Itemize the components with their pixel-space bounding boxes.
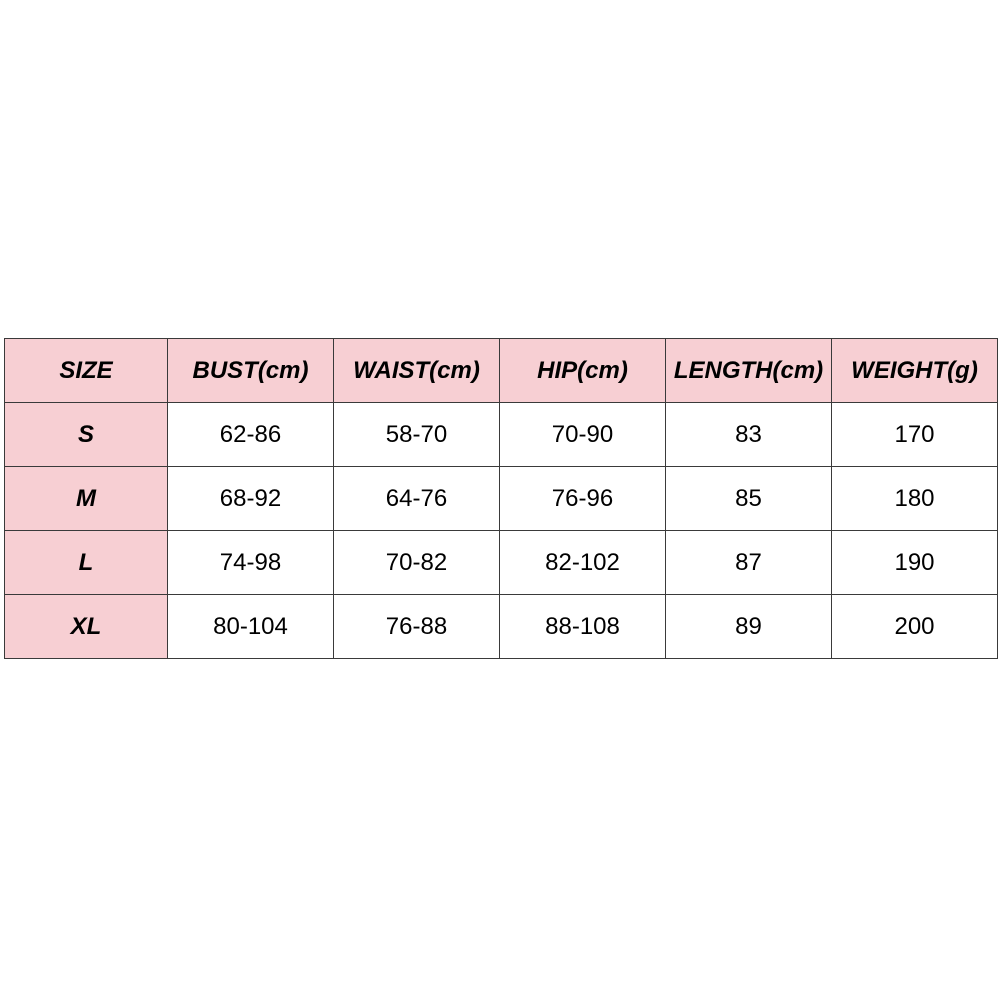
hip-cell: 76-96 (500, 467, 666, 531)
header-weight: WEIGHT(g) (832, 339, 998, 403)
header-size: SIZE (5, 339, 168, 403)
header-hip: HIP(cm) (500, 339, 666, 403)
table-row (5, 403, 998, 467)
waist-cell: 64-76 (334, 467, 500, 531)
weight-cell: 180 (832, 467, 998, 531)
length-cell: 87 (666, 531, 832, 595)
length-cell: 89 (666, 595, 832, 659)
weight-cell: 190 (832, 531, 998, 595)
bust-cell: 62-86 (168, 403, 334, 467)
weight-cell: 200 (832, 595, 998, 659)
size-cell: S (5, 403, 168, 467)
hip-cell: 88-108 (500, 595, 666, 659)
size-chart-table (4, 338, 998, 659)
waist-cell: 70-82 (334, 531, 500, 595)
header-waist: WAIST(cm) (334, 339, 500, 403)
waist-cell: 76-88 (334, 595, 500, 659)
length-cell: 83 (666, 403, 832, 467)
hip-cell: 82-102 (500, 531, 666, 595)
table-row (5, 531, 998, 595)
hip-cell: 70-90 (500, 403, 666, 467)
table-row (5, 467, 998, 531)
waist-cell: 58-70 (334, 403, 500, 467)
header-bust: BUST(cm) (168, 339, 334, 403)
length-cell: 85 (666, 467, 832, 531)
bust-cell: 80-104 (168, 595, 334, 659)
bust-cell: 74-98 (168, 531, 334, 595)
header-length: LENGTH(cm) (666, 339, 832, 403)
size-cell: M (5, 467, 168, 531)
size-cell: XL (5, 595, 168, 659)
bust-cell: 68-92 (168, 467, 334, 531)
table-row (5, 595, 998, 659)
table-header-row (5, 339, 998, 403)
weight-cell: 170 (832, 403, 998, 467)
size-cell: L (5, 531, 168, 595)
